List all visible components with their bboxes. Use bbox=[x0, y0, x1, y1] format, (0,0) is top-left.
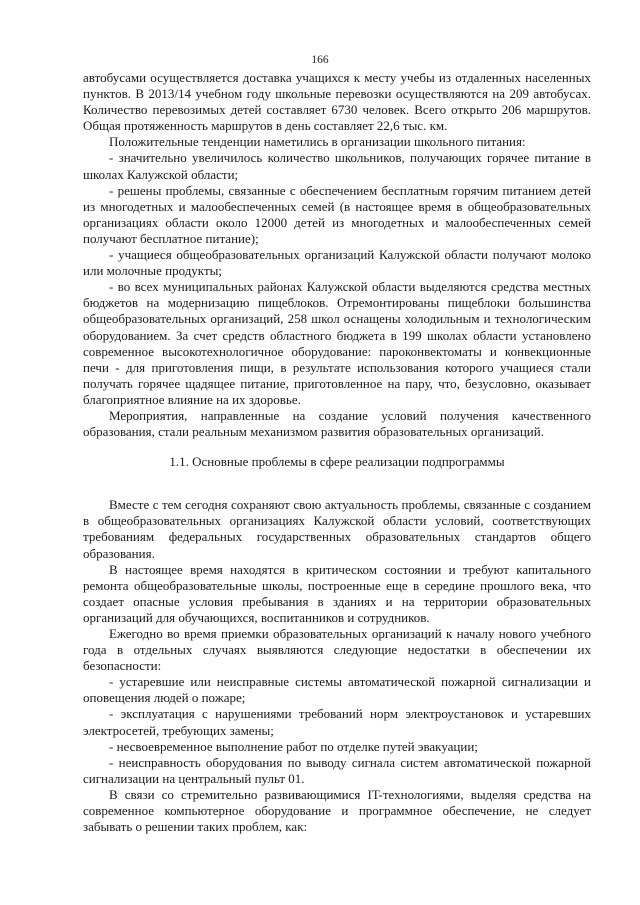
section-heading: 1.1. Основные проблемы в сфере реализации подпрограммы bbox=[169, 454, 505, 470]
paragraph: автобусами осуществляется доставка учащихся к месту учебы из отдаленных населенных пунктов. В 2013/14 учебном году школьные перевозки осуществляются на 209 автобусах. Количество перевозимых детей составляет 6730 человек. Всего открыто 206 маршрутов. Общая протяженность маршрутов в день составляет 22,6 тыс. км. bbox=[83, 70, 591, 134]
page-number: 166 bbox=[311, 54, 329, 66]
list-item: - значительно увеличилось количество школьников, получающих горячее питание в школах Калужской области; bbox=[83, 150, 591, 182]
paragraph: В связи со стремительно развивающимися IT-технологиями, выделяя средства на современное компьютерное оборудование и программное обеспечение, не следует забывать о решении таких проблем, как: bbox=[83, 786, 591, 835]
document-body bbox=[83, 70, 591, 835]
list-item: - во всех муниципальных районах Калужской области выделяются средства местных бюджетов на модернизацию пищеблоков. Отремонтированы пищеблоки большинства общеобразовательных организаций, 258 школ оснащены холодильным и технологическим оборудованием. За счет средств областного бюджета в 199 школах области установлено современное высокотехнологичное оборудование: пароконвектоматы и конвекционные печи - для приготовления пищи, в результате использования которого учащиеся стали получать горячее щадящее питание, приготовленное на пару, что, безусловно, оказывает благоприятное влияние на их здоровье. bbox=[83, 279, 591, 407]
paragraph: Вместе с тем сегодня сохраняют свою актуальность проблемы, связанные с созданием в общеобразовательных организациях Калужской области условий, соответствующих требованиям федеральных государственных образовательных стандартов общего образования. bbox=[83, 497, 591, 561]
list-item: - несвоевременное выполнение работ по отделке путей эвакуации; bbox=[109, 738, 478, 754]
list-item: - решены проблемы, связанные с обеспечением бесплатным горячим питанием детей из многодетных и малообеспеченных семей (в настоящее время в общеобразовательных организациях области около 12000 детей из многодетных и малообеспеченных семей получают бесплатное питание); bbox=[83, 182, 591, 246]
list-item: - устаревшие или неисправные системы автоматической пожарной сигнализации и оповещения людей о пожаре; bbox=[83, 674, 591, 706]
paragraph: Мероприятия, направленные на создание условий получения качественного образования, стали реальным механизмом развития образовательных организаций. bbox=[83, 407, 591, 440]
list-item: - эксплуатация с нарушениями требований норм электроустановок и устаревших электросетей, требующих замены; bbox=[83, 706, 591, 738]
list-item: - неисправность оборудования по выводу сигнала систем автоматической пожарной сигнализации на центральный пульт 01. bbox=[83, 754, 591, 786]
paragraph: Положительные тенденции наметились в организации школьного питания: bbox=[109, 134, 526, 150]
paragraph: В настоящее время находятся в критическом состоянии и требуют капитального ремонта общеобразовательные школы, построенные еще в середине прошлого века, что создает опасные условия пребывания в зданиях и на территории образовательных организаций для обучающихся, воспитанников и сотрудников. bbox=[83, 561, 591, 625]
list-item: - учащиеся общеобразовательных организаций Калужской области получают молоко или молочные продукты; bbox=[83, 247, 591, 279]
paragraph: Ежегодно во время приемки образовательных организаций к началу нового учебного года в отдельных случаях выявляются следующие недостатки в обеспечении их безопасности: bbox=[83, 626, 591, 674]
